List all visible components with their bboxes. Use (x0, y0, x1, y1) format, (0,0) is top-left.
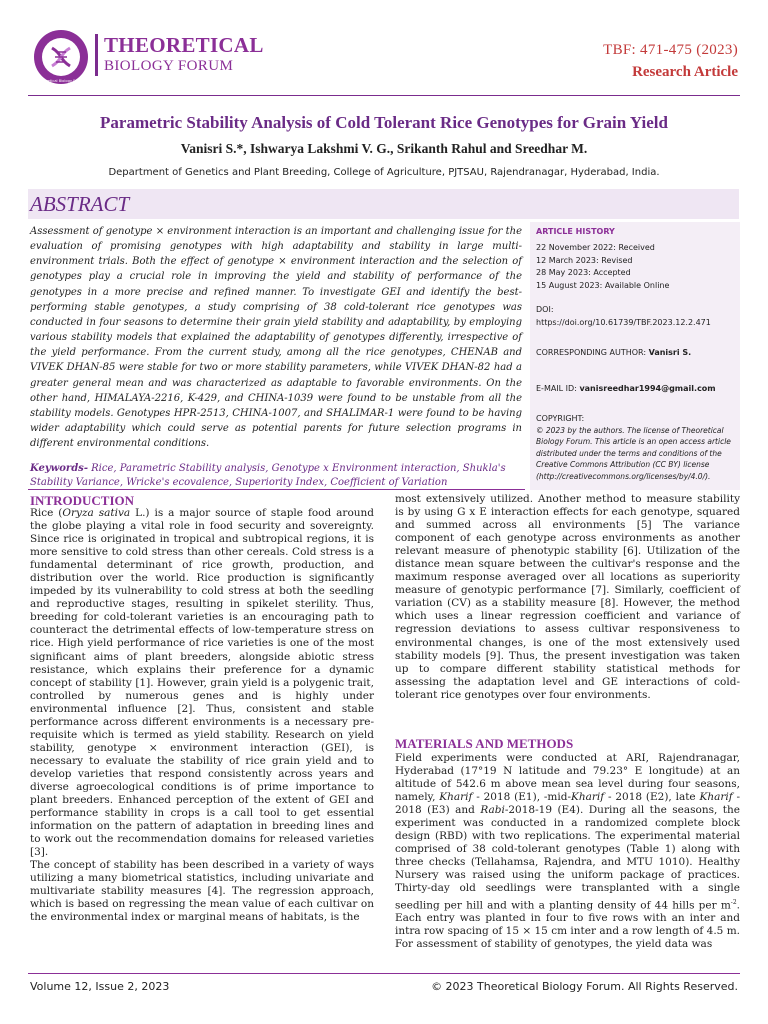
brand-divider (95, 34, 98, 76)
brand-name-line2: BIOLOGY FORUM (104, 58, 234, 74)
methods-text-6: . Each entry was planted in four to five rows with an inter and intra row spacing of 15 × 15 cm inter and a row length of 4.5 m. For assessment of stability of genotypes, the yield data was (395, 899, 740, 951)
journal-reference: TBF: 471-475 (2023) (603, 42, 738, 58)
keywords-list: Rice, Parametric Stability analysis, Genotype x Environment interaction, Shukla's Stability Variance, Wricke's ecovalence, Superiority Index, Coefficient of Variation (30, 463, 506, 488)
journal-logo (32, 28, 90, 86)
unit-superscript: -2 (730, 898, 737, 906)
corr-label: CORRESPONDING AUTHOR: (536, 348, 649, 357)
intro-paragraph-2: The concept of stability has been described in a variety of ways utilizing a many biometrical statistics, including univariate and multivariate stability measures [4]. The regression approach, which is based on regressing the mean value of each cultivar on the environmental index or marginal means of habitats, is the (30, 859, 374, 924)
copyright-label: COPYRIGHT: (536, 414, 585, 423)
methods-heading: MATERIALS AND METHODS (395, 736, 574, 751)
history-online: 15 August 2023: Available Online (536, 280, 670, 290)
footer-volume: Volume 12, Issue 2, 2023 (30, 980, 170, 993)
intro-paragraph-3: most extensively utilized. Another method to measure stability is by using G x E interaction effects for each genotype, squared and summed across all environments [5] The variance component of each genotype across environments as another relevant measure of phenotypic stability [6]. Utilization of the distance mean square between the cultivar's response and the maximum response averaged over all locations as superiority measure of genotypic performance [7]. Similarly, coefficient of variation (CV) as a stability measure [8]. However, the method which uses a linear regression coefficient and variance of regression deviations to assess cultivar responsiveness to environmental changes, is one of the most extensively used stability models [9]. Thus, the present investigation was taken up to compare different stability statistical methods for assessing the adaptation level and GE interactions of cold-tolerant rice genotypes over four environments. (395, 493, 740, 701)
article-title: Parametric Stability Analysis of Cold Tolerant Rice Genotypes for Grain Yield (100, 113, 668, 132)
season-kharif-3: Kharif (699, 791, 733, 804)
email-block (536, 384, 716, 393)
doi-link[interactable]: https://doi.org/10.61739/TBF.2023.12.2.471 (536, 317, 711, 327)
intro-p1-start: Rice ( (30, 507, 63, 519)
season-kharif-1: Kharif (439, 791, 473, 804)
methods-paragraph (395, 752, 740, 951)
keywords (30, 462, 522, 490)
abstract-text: Assessment of genotype × environment interaction is an important and challenging issue for the evaluation of promising genotypes with high adaptability and stability in large multi-environment trials. Both the effect of genotype × environment interaction and the selection of genotypes play a crucial role in improving the yield and stability of performance of the genotypes in a more precise and refined manner. To investigate GEI and identify the best-performing stable genotypes, a study comprising of 38 cold-tolerant rice genotypes was conducted in four seasons to determine their grain yield stability and adaptability, by employing various stability models that explained the adaptability of genotypes differently, irrespective of the yield performance. From the current study, among all the rice genotypes, CHENAB and VIVEK DHAN-85 were stable for two or more stability parameters, while VIVEK DHAN-82 had a greater general mean and was characterized as adaptable to favorable environments. On the other hand, HIMALAYA-2216, K-429, and CHINA-1039 were found to be unstable from all the stability models. Genotypes HPR-2513, CHINA-1007, and SHALIMAR-1 were found to be having wider adaptability which could serve as potential parents for future selection programs in different environmental conditions. (30, 226, 522, 450)
methods-text-5: -2018-19 (E4). During all the seasons, the experiment was conducted in a randomized complete block design (RBD) with two replications. The experimental material comprised of 38 cold-tolerant genotypes (Table 1) along with three checks (Tellahamsa, Rajendra, and MTU 1010). Healthy Nursery was raised using the uniform package of practices. Thirty-day old seedlings were transplanted with a single seedling per hill and with a planting density of 44 hills per m (395, 804, 740, 912)
article-authors: Vanisri S.*, Ishwarya Lakshmi V. G., Srikanth Rahul and Sreedhar M. (180, 141, 588, 156)
introduction-left-column (30, 507, 374, 925)
intro-p1-body: L.) is a major source of staple food around the globe playing a vital role in food security and sovereignty. Since rice is originated in tropical and subtropical regions, it is more sensitive to cold stress than other cereals. Cold stress is a fundamental determinant of rice growth, production, and distribution over the world. Rice production is significantly impeded by its vulnerability to cold stress at both the seedling and reproductive stages, resulting in spikelet sterility. Thus, breeding for cold-tolerant varieties is an encouraging path to counteract the detrimental effects of low-temperature stress on rice. High yield performance of rice varieties is one of the most significant aims of plant breeders, alongside abiotic stress resistance, which explains their preference for a dynamic concept of stability [1]. However, grain yield is a polygenic trait, controlled by numerous genes and is highly under environmental influence [2]. Thus, consistent and stable performance across different environments is a necessary pre-requisite which is termed as yield stability. Research on yield stability, genotype × environment interaction (GEI), is necessary to evaluate the stability of rice grain yield and to develop varieties that respond consistently across years and diverse agroecological conditions is of prime importance to plant breeders. Enhanced perception of the extent of GEI and performance stability in crops is a call tool to get essential information on the pattern of adaptation in breeding lines and to work out the recommendation domains for released varieties [3]. (30, 507, 375, 859)
methods-text-3: - 2018 (E2), late (604, 791, 700, 804)
logo-ring-text: Theoretical Biology Forum (37, 79, 85, 83)
species-name: Oryza sativa (62, 507, 131, 519)
abstract-heading: ABSTRACT (30, 192, 130, 216)
methods-text-4: - 2018 (E3) and (395, 791, 741, 817)
history-revised: 12 March 2023: Revised (536, 255, 633, 265)
doi-block (536, 304, 711, 329)
email-link[interactable]: vanisreedhar1994@gmail.com (579, 384, 716, 393)
season-kharif-2: Kharif (571, 791, 605, 804)
history-accepted: 28 May 2023: Accepted (536, 268, 631, 277)
history-heading: ARTICLE HISTORY (536, 227, 615, 236)
methods-text-2: - 2018 (E1), -mid- (472, 791, 571, 804)
corr-name: Vanisri S. (648, 348, 692, 357)
copyright-text: © 2023 by the authors. The license of Theoretical Biology Forum. This article is an open access article distributed under the terms and conditions of the Creative Commons Attribution (CC BY) license (http://creativecommons.org/licenses/by/4.0/). (536, 426, 731, 481)
abstract-bottom-rule (28, 489, 525, 490)
doi-label: DOI: (536, 305, 554, 314)
header-rule (28, 95, 740, 96)
methods-column (395, 752, 740, 951)
history-received: 22 November 2022: Received (536, 243, 655, 252)
abstract-band (28, 189, 739, 219)
intro-paragraph-1 (30, 507, 374, 859)
methods-text-1: Field experiments were conducted at ARI, Rajendranagar, Hyderabad (17°19 N latitude and 79.23° E longitude) at an altitude of 542.6 m above mean sea level during four seasons, namely, (395, 752, 740, 804)
brand-name-line1: THEORETICAL (104, 33, 264, 57)
keywords-label: Keywords- (30, 463, 88, 474)
author-affiliation: Department of Genetics and Plant Breeding, College of Agriculture, PJTSAU, Rajendranagar, Hyderabad, India. (108, 167, 660, 178)
article-type: Research Article (632, 64, 738, 80)
history-list (536, 242, 669, 292)
introduction-heading: INTRODUCTION (30, 493, 135, 508)
footer-rule (28, 973, 740, 974)
corresponding-author (536, 348, 691, 357)
footer-copyright: © 2023 Theoretical Biology Forum. All Rights Reserved. (431, 980, 738, 993)
introduction-right-column (395, 493, 740, 702)
season-rabi: Rabi (480, 804, 505, 817)
email-label: E-MAIL ID: (536, 384, 580, 393)
